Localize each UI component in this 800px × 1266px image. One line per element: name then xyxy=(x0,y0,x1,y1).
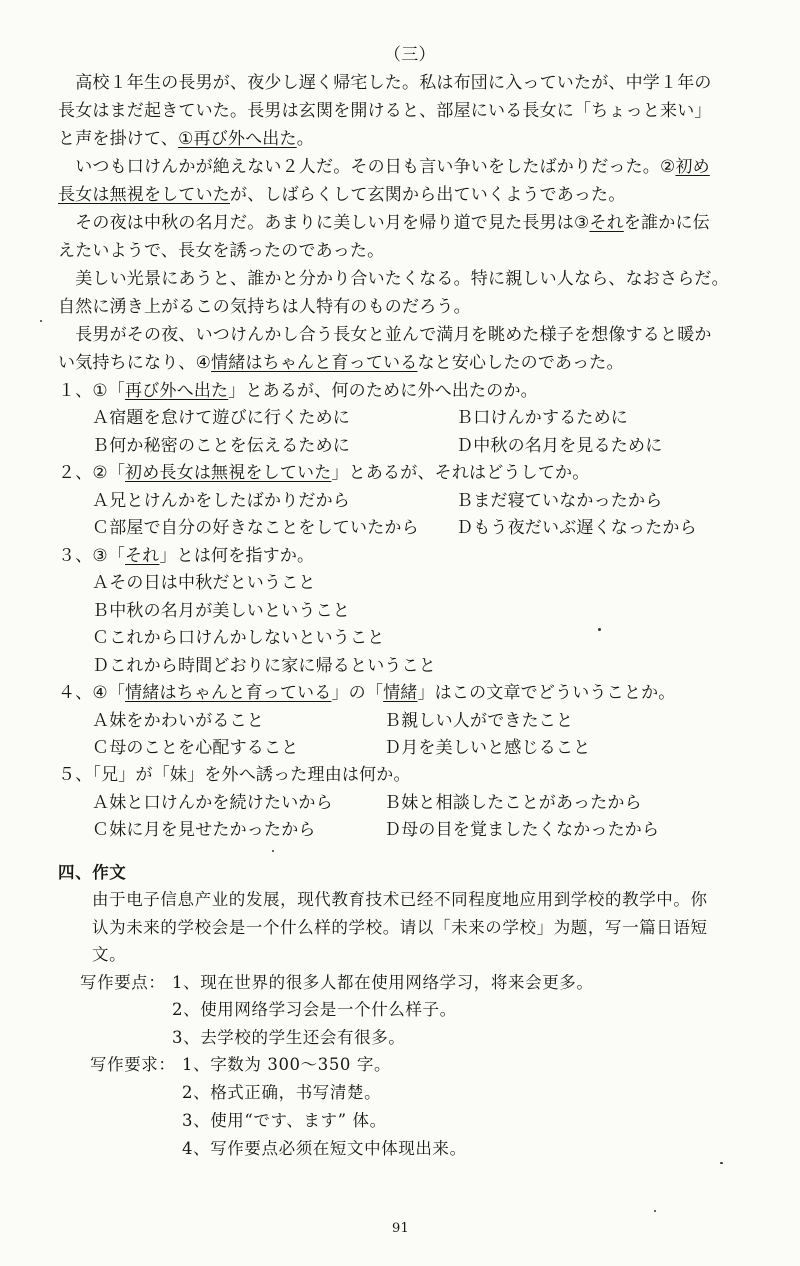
writing-point: 1、现在世界的很多人都在使用网络学习，将来会更多。 xyxy=(172,973,594,992)
underline-marker-4: 情緒はちゃんと育っている xyxy=(211,353,418,373)
question-2 xyxy=(58,462,589,484)
question-4 xyxy=(58,682,675,704)
question-text: 」とは何を指すか。 xyxy=(159,546,315,566)
writing-requirement: 1、字数为 300～350 字。 xyxy=(182,1055,392,1074)
writing-requirement: 2、格式正确，书写清楚。 xyxy=(182,1083,382,1102)
passage-line xyxy=(58,212,710,234)
question-number: ２、②「 xyxy=(58,463,126,483)
question-quote: 情緒 xyxy=(383,683,418,703)
option-1a: Ａ宿題を怠けて遊びに行くために xyxy=(92,408,350,428)
writing-point: 3、去学校的学生还会有很多。 xyxy=(172,1028,406,1047)
scan-speck xyxy=(720,1162,723,1164)
page-number: 91 xyxy=(392,1221,409,1236)
question-text: 」はこの文章でどういうことか。 xyxy=(417,683,676,703)
passage-line: 美しい光景にあうと、誰かと分かり合いたくなる。特に親しい人なら、なおさらだ。 xyxy=(58,269,729,289)
passage-text: なと安心したのであった。 xyxy=(417,353,624,373)
passage-line: 長女はまだ起きていた。長男は玄関を開けると、部屋にいる長女に「ちょっと来い」 xyxy=(58,101,712,121)
passage-line xyxy=(58,184,625,206)
essay-intro-line: 认为未来的学校会是一个什么样的学校。请以「未来の学校」为题，写一篇日语短 xyxy=(92,918,708,937)
option-2b: Ｂまだ寝ていなかったから xyxy=(456,491,663,511)
option-3a: Ａその日は中秋だということ xyxy=(92,573,316,593)
option-5d: Ｄ母の目を覚ましたくなかったから xyxy=(384,820,660,840)
writing-point: 2、使用网络学习会是一个什么样子。 xyxy=(172,1000,457,1019)
question-3 xyxy=(58,545,314,567)
writing-requirement: 3、使用“です、ます” 体。 xyxy=(182,1111,387,1130)
writing-points-label: 写作要点： xyxy=(80,973,166,992)
question-text: 」とあるが、何のために外へ出たのか。 xyxy=(228,381,538,401)
option-5b: Ｂ妹と相談したことがあったから xyxy=(384,793,642,813)
passage-text: と声を掛けて、 xyxy=(58,129,179,149)
option-4d: Ｄ月を美しいと感じること xyxy=(384,738,591,758)
question-number: ４、④「 xyxy=(58,683,126,703)
passage-text: が、しばらくして玄関から出ていくようであった。 xyxy=(230,185,626,205)
scan-speck xyxy=(654,1210,656,1212)
section-title: （三） xyxy=(384,45,436,65)
option-5c: Ｃ妹に月を見せたかったから xyxy=(92,820,316,840)
scan-speck xyxy=(598,628,601,631)
scan-speck xyxy=(40,320,42,322)
option-1b: Ｂ口けんかするために xyxy=(456,408,628,428)
passage-line: 高校１年生の長男が、夜少し遅く帰宅した。私は布団に入っていたが、中学１年の xyxy=(58,73,712,93)
question-text: 」の「 xyxy=(331,683,384,703)
option-4c: Ｃ母のことを心配すること xyxy=(92,738,299,758)
writing-requirements-label: 写作要求： xyxy=(90,1055,176,1074)
essay-intro-line: 由于电子信息产业的发展，现代教育技术已经不同程度地应用到学校的教学中。你 xyxy=(92,890,708,909)
passage-line: えたいようで、長女を誘ったのであった。 xyxy=(58,241,385,261)
underline-marker-2b: 長女は無視をしていた xyxy=(58,185,230,205)
passage-text: 。 xyxy=(296,129,314,149)
underline-marker-1: ①再び外へ出た xyxy=(178,129,297,149)
question-text: 」とあるが、それはどうしてか。 xyxy=(331,463,590,483)
passage-text: い気持ちになり、④ xyxy=(58,353,212,373)
question-number: １、①「 xyxy=(58,381,126,401)
scan-speck xyxy=(272,850,274,852)
question-quote: 再び外へ出た xyxy=(125,381,229,401)
option-4a: Ａ妹をかわいがること xyxy=(92,711,264,731)
passage-text: その夜は中秋の名月だ。あまりに美しい月を帰り道で見た長男は③ xyxy=(58,213,590,233)
question-5: ５、「兄」が「妹」を外へ誘った理由は何か。 xyxy=(58,765,411,785)
question-number: ３、③「 xyxy=(58,546,126,566)
question-quote: 情緒はちゃんと育っている xyxy=(125,683,332,703)
passage-line: 自然に湧き上がるこの気持ちは人特有のものだろう。 xyxy=(58,297,471,317)
option-2a: Ａ兄とけんかをしたばかりだから xyxy=(92,491,350,511)
passage-line xyxy=(58,352,624,374)
passage-text: いつも口けんかが絶えない２人だ。その日も言い争いをしたばかりだった。② xyxy=(58,157,676,177)
passage-line xyxy=(58,156,710,178)
underline-marker-2a: 初め xyxy=(675,157,710,177)
underline-marker-3: それ xyxy=(589,213,624,233)
option-3c: Ｃこれから口けんかしないということ xyxy=(92,628,385,648)
option-3b: Ｂ中秋の名月が美しいということ xyxy=(92,601,350,621)
option-4b: Ｂ親しい人ができたこと xyxy=(384,711,574,731)
essay-heading: 四、作文 xyxy=(58,863,127,882)
passage-text: を誰かに伝 xyxy=(623,213,710,233)
option-5a: Ａ妹と口けんかを続けたいから xyxy=(92,793,333,813)
essay-intro-line: 文。 xyxy=(92,945,127,964)
question-quote: 初め長女は無視をしていた xyxy=(125,463,332,483)
option-2c: Ｃ部屋で自分の好きなことをしていたから xyxy=(92,518,419,538)
question-quote: それ xyxy=(125,546,160,566)
passage-line xyxy=(58,128,314,150)
option-1d: Ｄ中秋の名月を見るために xyxy=(456,436,663,456)
passage-line: 長男がその夜、いつけんかし合う長女と並んで満月を眺めた様子を想像すると暖か xyxy=(58,325,712,345)
option-2d: Ｄもう夜だいぶ遅くなったから xyxy=(456,518,697,538)
writing-requirement: 4、写作要点必须在短文中体现出来。 xyxy=(182,1139,467,1158)
option-1c: Ｂ何か秘密のことを伝えるために xyxy=(92,436,350,456)
option-3d: Ｄこれから時間どおりに家に帰るということ xyxy=(92,656,436,676)
question-1 xyxy=(58,380,538,402)
